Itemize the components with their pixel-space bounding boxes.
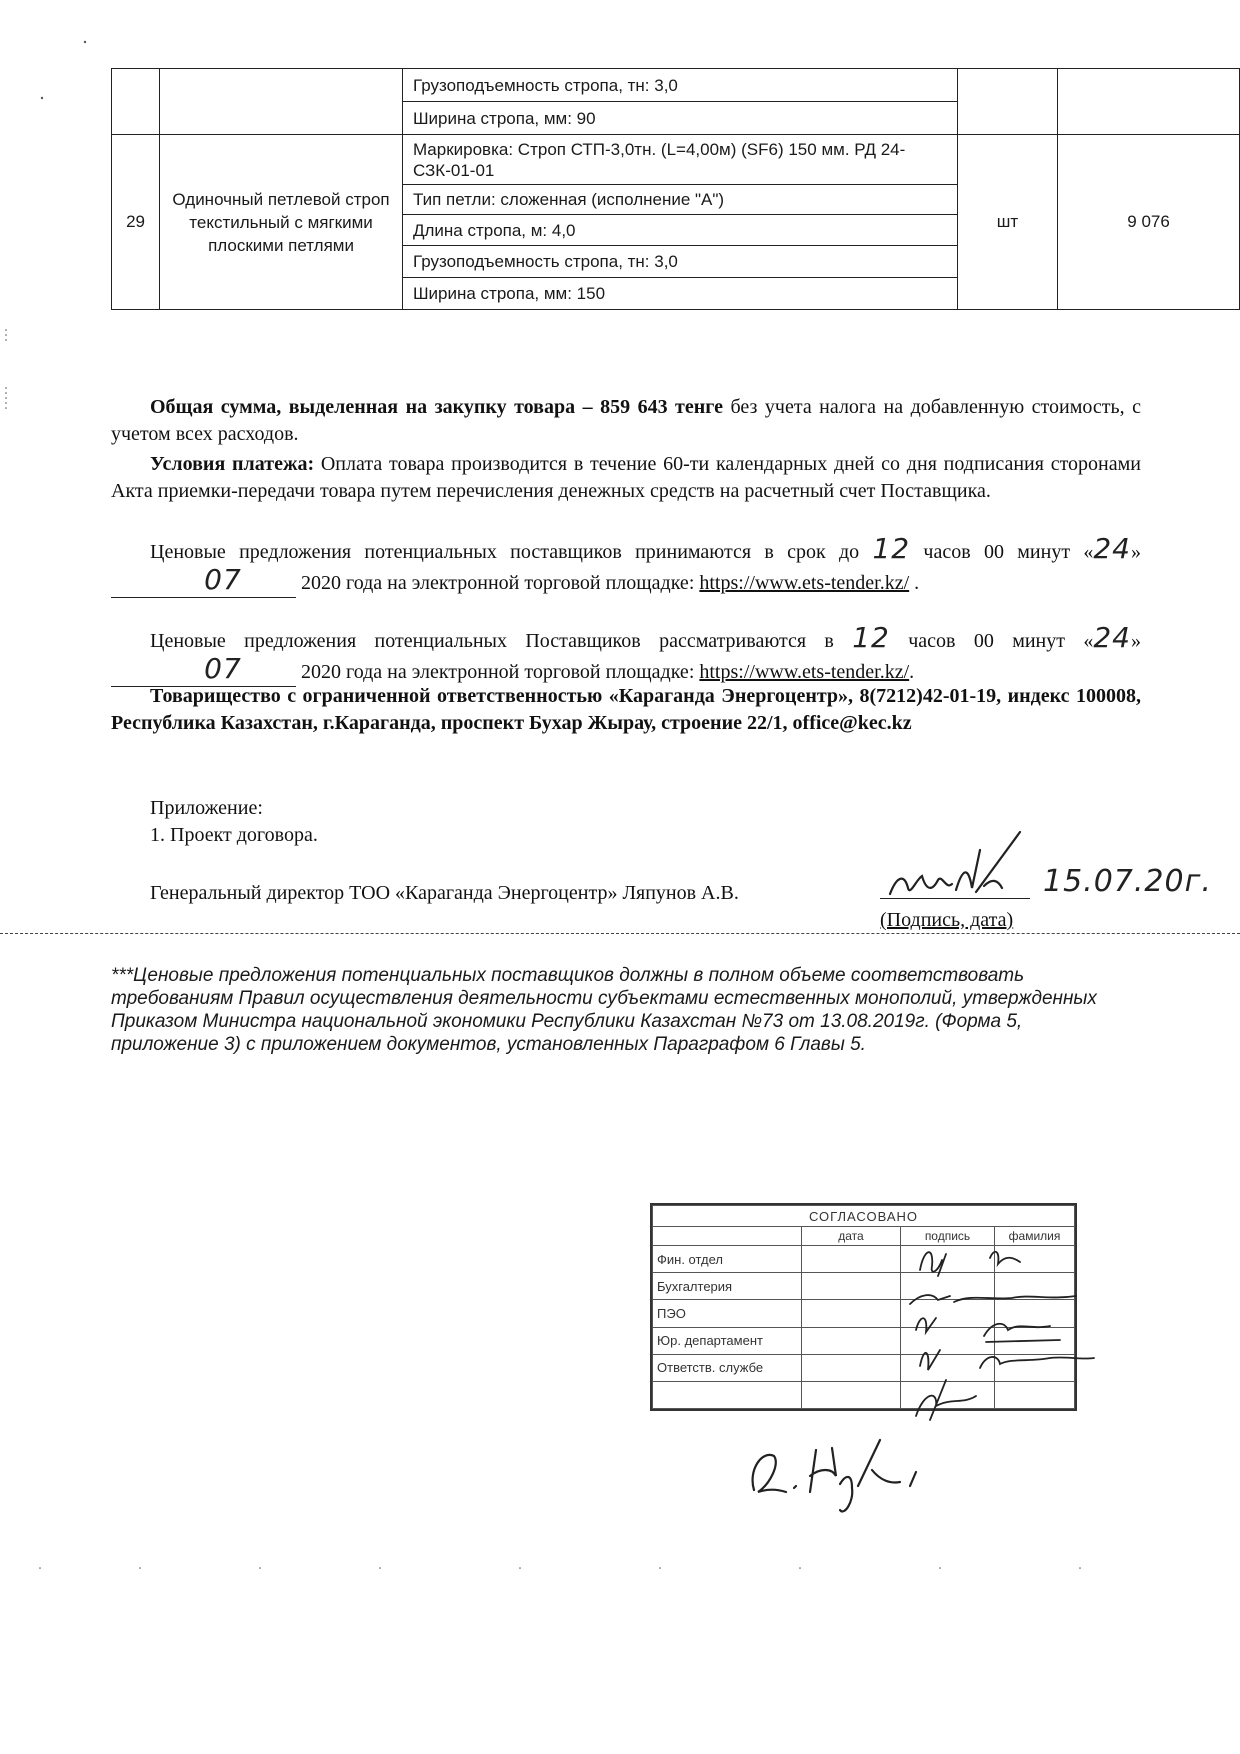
review-text-3: » [1131,630,1141,652]
review-deadline-paragraph [111,621,1141,687]
attribute-cell: Маркировка: Строп СТП-3,0тн. (L=4,00м) (SF6) 150 мм. РД 24-СЗК-01-01 [402,135,957,185]
accept-text-4: 2020 года на электронной торговой площадке: [296,572,700,594]
attribute-cell: Грузоподъемность стропа, тн: 3,0 [402,246,957,278]
attribute-cell: Ширина стропа, мм: 90 [402,102,957,135]
review-text-1: Ценовые предложения потенциальных Поставщиков рассматриваются в [150,630,853,652]
review-text-2: часов 00 минут « [889,630,1094,652]
stamp-title: СОГЛАСОВАНО [653,1206,1075,1227]
accept-text-2: часов 00 минут « [910,541,1094,563]
stamp-row-label: Бухгалтерия [653,1273,802,1300]
attribute-cell: Тип петли: сложенная (исполнение "А") [402,185,957,215]
unit-cell [957,69,1057,135]
company-details: Товарищество с ограниченной ответственностью «Караганда Энергоцентр», 8(7212)42-01-19, индекс 100008, Республика Казахстан, г.Караганда, проспект Бухар Жырау, строение 22/1, office@kec.kz [111,685,1141,734]
payment-terms-text: Оплата товара производится в течение 60-ти календарных дней со дня подписания сторонами Акта приемки-передачи товара путем перечисления денежных средств на расчетный счет Поставщика. [111,453,1141,502]
stamp-header-date: дата [802,1227,901,1246]
quantity-cell [1058,69,1240,135]
payment-terms-label: Условия платежа: [150,453,315,475]
total-amount-rest: без учета налога на добавленную стоимость, с учетом всех расходов. [111,396,1141,445]
review-text-4: 2020 года на электронной торговой площадке: [296,661,700,683]
handwritten-month: 07 [204,563,242,596]
review-text-5: . [909,661,915,683]
handwritten-day: 24 [1093,621,1131,654]
stamp-row-label: Юр. департамент [653,1327,802,1354]
total-amount-paragraph [111,394,1141,448]
approval-signatures-icon [880,1230,1130,1430]
handwritten-day: 24 [1093,532,1131,565]
stamp-row-label: ПЭО [653,1300,802,1327]
attribute-cell: Длина стропа, м: 4,0 [402,215,957,246]
accept-text-1: Ценовые предложения потенциальных поставщиков принимаются в срок до [150,541,873,563]
unit-cell: шт [957,135,1057,310]
director-signature-icon [880,830,1040,910]
quantity-cell: 9 076 [1058,135,1240,310]
accept-deadline-paragraph [111,532,1141,598]
signature-line-text: Генеральный директор ТОО «Караганда Энергоцентр» Ляпунов А.В. [150,882,739,904]
stamp-row-label: Ответств. службе [653,1354,802,1381]
stamp-header-signature: подпись [901,1227,995,1246]
requirements-note: ***Ценовые предложения потенциальных поставщиков должны в полном объеме соответствовать требованиям Правил осуществления деятельности субъектами естественных монополий, утвержденных Приказом Министра национальной экономики Республики Казахстан №73 от 13.08.2019г. (Форма 5, приложение 3) с приложением документов, установленных Параграфом 6 Главы 5. [111,965,1097,1055]
handwritten-signature-date: 15.07.20г. [1043,864,1212,899]
handwritten-month: 07 [204,652,242,685]
handwritten-signature-icon [740,1430,960,1520]
appendix-title: Приложение: [150,797,263,819]
attribute-cell: Ширина стропа, мм: 150 [402,278,957,310]
handwritten-hour: 12 [852,621,890,654]
attribute-cell: Грузоподъемность стропа, тн: 3,0 [402,69,957,102]
signature-caption: (Подпись, дата) [880,909,1014,931]
appendix-item: 1. Проект договора. [150,824,318,846]
handwritten-hour: 12 [872,532,911,565]
accept-text-3: » [1131,541,1141,563]
table-row [112,135,1240,185]
product-name-cell: Одиночный петлевой строп текстильный с мягкими плоскими петлями [160,135,403,310]
ets-tender-link[interactable]: https://www.ets-tender.kz/ [699,572,910,594]
stamp-header-surname: фамилия [995,1227,1075,1246]
row-number-cell [112,69,160,135]
accept-text-5: . [909,572,920,594]
stamp-row-label: Фин. отдел [653,1246,802,1273]
table-row [112,69,1240,102]
section-divider [0,933,1240,934]
row-number-cell: 29 [112,135,160,310]
stamp-header-blank [653,1227,802,1246]
product-name-cell [160,69,403,135]
total-amount-bold: Общая сумма, выделенная на закупку товара – 859 643 тенге [150,396,723,418]
payment-terms-paragraph [111,451,1141,505]
ets-tender-link[interactable]: https://www.ets-tender.kz/ [699,661,910,683]
specification-table [111,68,1240,310]
